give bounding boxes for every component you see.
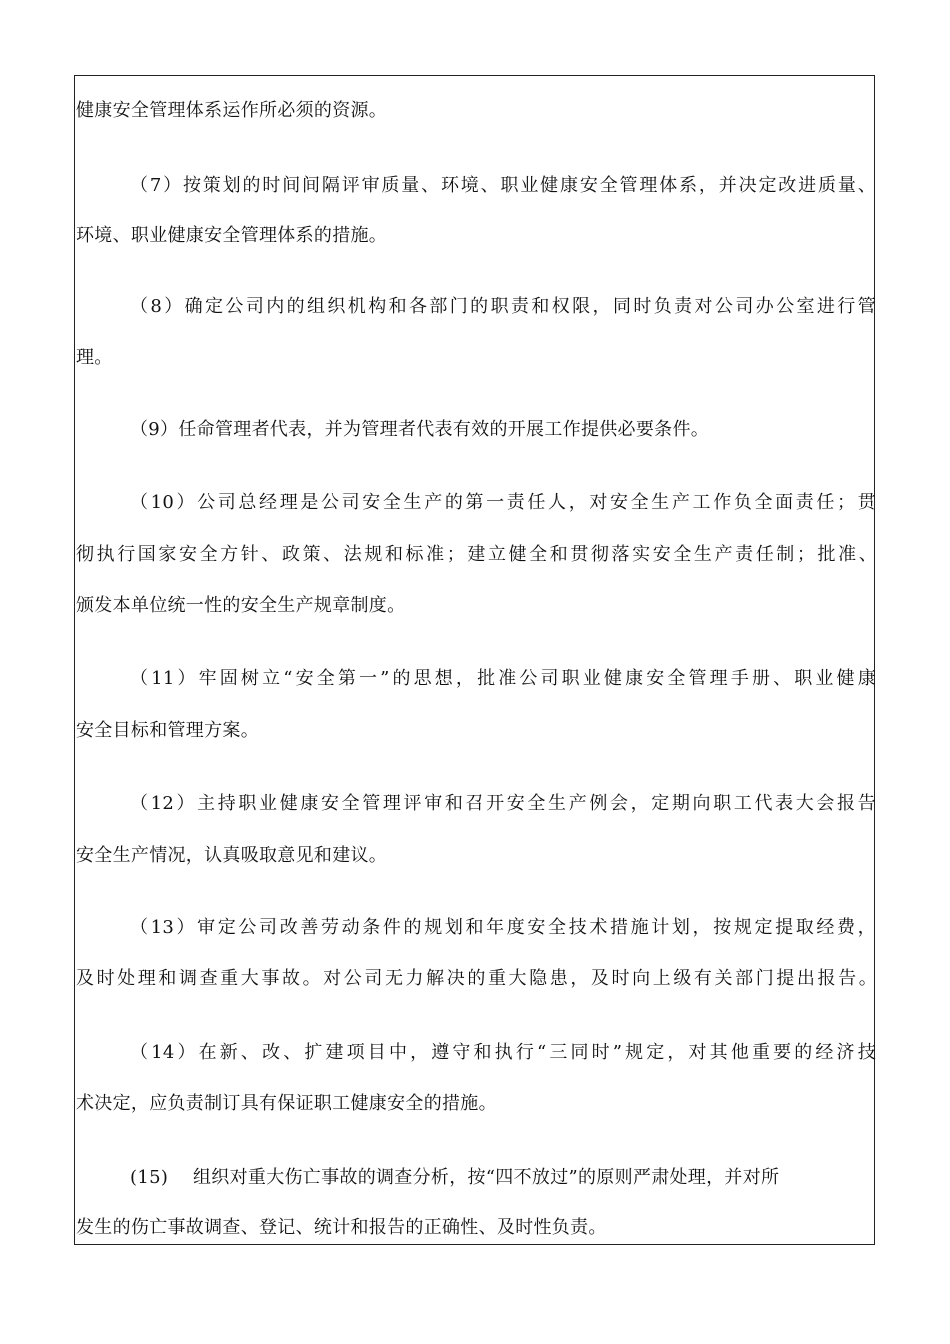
- paragraph-11-line-1: （11）牢固树立“安全第一”的思想，批准公司职业健康安全管理手册、职业健康: [130, 668, 876, 689]
- paragraph-15-line-1: [75, 1166, 876, 1190]
- paragraph-13-line-2: 及时处理和调查重大事故。对公司无力解决的重大隐患，及时向上级有关部门提出报告。: [76, 968, 877, 989]
- paragraph-10-line-2: 彻执行国家安全方针、政策、法规和标准；建立健全和贯彻落实安全生产责任制；批准、: [76, 544, 877, 565]
- paragraph-14-line-1: （14）在新、改、扩建项目中，遵守和执行“三同时”规定，对其他重要的经济技: [130, 1042, 876, 1063]
- document-frame: [74, 75, 875, 1245]
- paragraph-13-line-1: （13）审定公司改善劳动条件的规划和年度安全技术措施计划，按规定提取经费，: [130, 917, 876, 938]
- paragraph-7-line-2: 环境、职业健康安全管理体系的措施。: [76, 225, 388, 246]
- paragraph-15-line-2: 发生的伤亡事故调查、登记、统计和报告的正确性、及时性负责。: [76, 1217, 607, 1238]
- paragraph-8-line-2: 理。: [76, 347, 113, 368]
- paragraph-12-line-1: （12）主持职业健康安全管理评审和召开安全生产例会，定期向职工代表大会报告: [130, 793, 876, 814]
- paragraph-7-line-1: （7）按策划的时间间隔评审质量、环境、职业健康安全管理体系，并决定改进质量、: [130, 175, 876, 196]
- paragraph-15-number: (15): [130, 1167, 169, 1188]
- paragraph-9-line-1: （9）任命管理者代表，并为管理者代表有效的开展工作提供必要条件。: [130, 419, 710, 440]
- paragraph-12-line-2: 安全生产情况，认真吸取意见和建议。: [76, 845, 388, 866]
- paragraph-15-text: 组织对重大伤亡事故的调查分析，按“四不放过”的原则严肃处理，并对所: [193, 1167, 780, 1188]
- paragraph-14-line-2: 术决定，应负责制订具有保证职工健康安全的措施。: [76, 1093, 497, 1114]
- paragraph-11-line-2: 安全目标和管理方案。: [76, 720, 259, 741]
- text-line: 健康安全管理体系运作所必须的资源。: [76, 100, 388, 121]
- paragraph-10-line-3: 颁发本单位统一性的安全生产规章制度。: [76, 595, 406, 616]
- paragraph-8-line-1: （8）确定公司内的组织机构和各部门的职责和权限，同时负责对公司办公室进行管: [130, 296, 876, 317]
- paragraph-10-line-1: （10）公司总经理是公司安全生产的第一责任人，对安全生产工作负全面责任；贯: [130, 492, 876, 513]
